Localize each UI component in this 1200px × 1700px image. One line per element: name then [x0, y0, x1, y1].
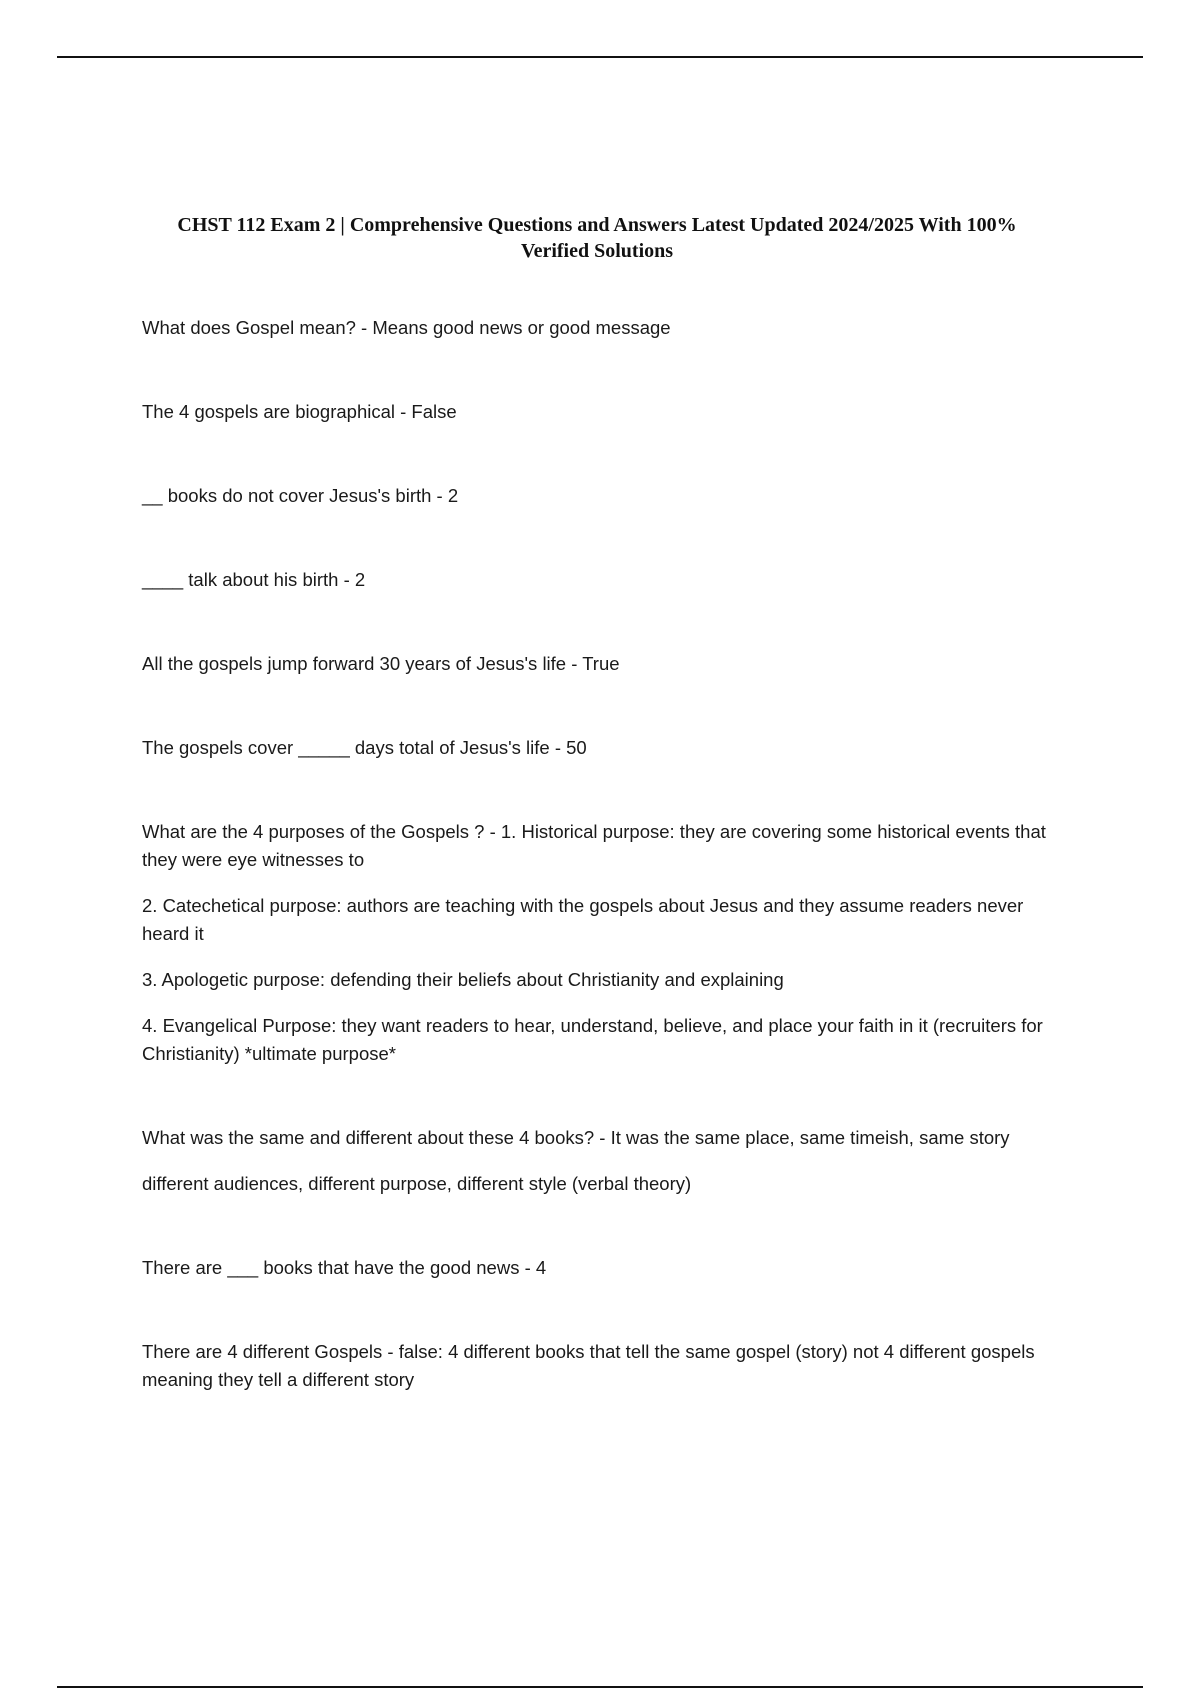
qa-item: [142, 314, 1052, 342]
qa-question-answer: There are 4 different Gospels - false: 4 different books that tell the same gospel (story) not 4 different gospels meaning they tell a different story: [142, 1341, 1035, 1390]
qa-item: [142, 566, 1052, 594]
qa-question-answer: __ books do not cover Jesus's birth - 2: [142, 485, 459, 506]
qa-question-answer: There are ___ books that have the good news - 4: [142, 1257, 547, 1278]
qa-question-answer: The 4 gospels are biographical - False: [142, 401, 457, 422]
qa-item: [142, 734, 1052, 762]
qa-answer-continuation: 2. Catechetical purpose: authors are teaching with the gospels about Jesus and they assume readers never heard it: [142, 895, 1024, 944]
qa-question-answer: ____ talk about his birth - 2: [142, 569, 366, 590]
top-rule: [57, 56, 1143, 58]
qa-item: [142, 818, 1052, 1068]
document-title: CHST 112 Exam 2 | Comprehensive Questions and Answers Latest Updated 2024/2025 With 100% Verified Solutions: [177, 214, 1017, 262]
qa-question-answer: What does Gospel mean? - Means good news or good message: [142, 317, 671, 338]
qa-answer-continuation: 4. Evangelical Purpose: they want readers to hear, understand, believe, and place your faith in it (recruiters for Christianity) *ultimate purpose*: [142, 1015, 1043, 1064]
bottom-rule: [57, 1686, 1143, 1688]
qa-item: [142, 1338, 1052, 1394]
qa-question-answer: What was the same and different about these 4 books? - It was the same place, same timeish, same story: [142, 1127, 1010, 1148]
qa-item: [142, 650, 1052, 678]
qa-question-answer: The gospels cover _____ days total of Jesus's life - 50: [142, 737, 587, 758]
qa-list: [142, 314, 1052, 1394]
document-body: [142, 212, 1052, 1450]
qa-question-answer: What are the 4 purposes of the Gospels ? - 1. Historical purpose: they are covering some historical events that they were eye witnesses to: [142, 821, 1046, 870]
qa-answer-continuation: 3. Apologetic purpose: defending their beliefs about Christianity and explaining: [142, 969, 784, 990]
qa-item: [142, 482, 1052, 510]
qa-answer-continuation: different audiences, different purpose, different style (verbal theory): [142, 1173, 692, 1194]
qa-item: [142, 398, 1052, 426]
qa-question-answer: All the gospels jump forward 30 years of Jesus's life - True: [142, 653, 620, 674]
qa-item: [142, 1254, 1052, 1282]
qa-item: [142, 1124, 1052, 1198]
